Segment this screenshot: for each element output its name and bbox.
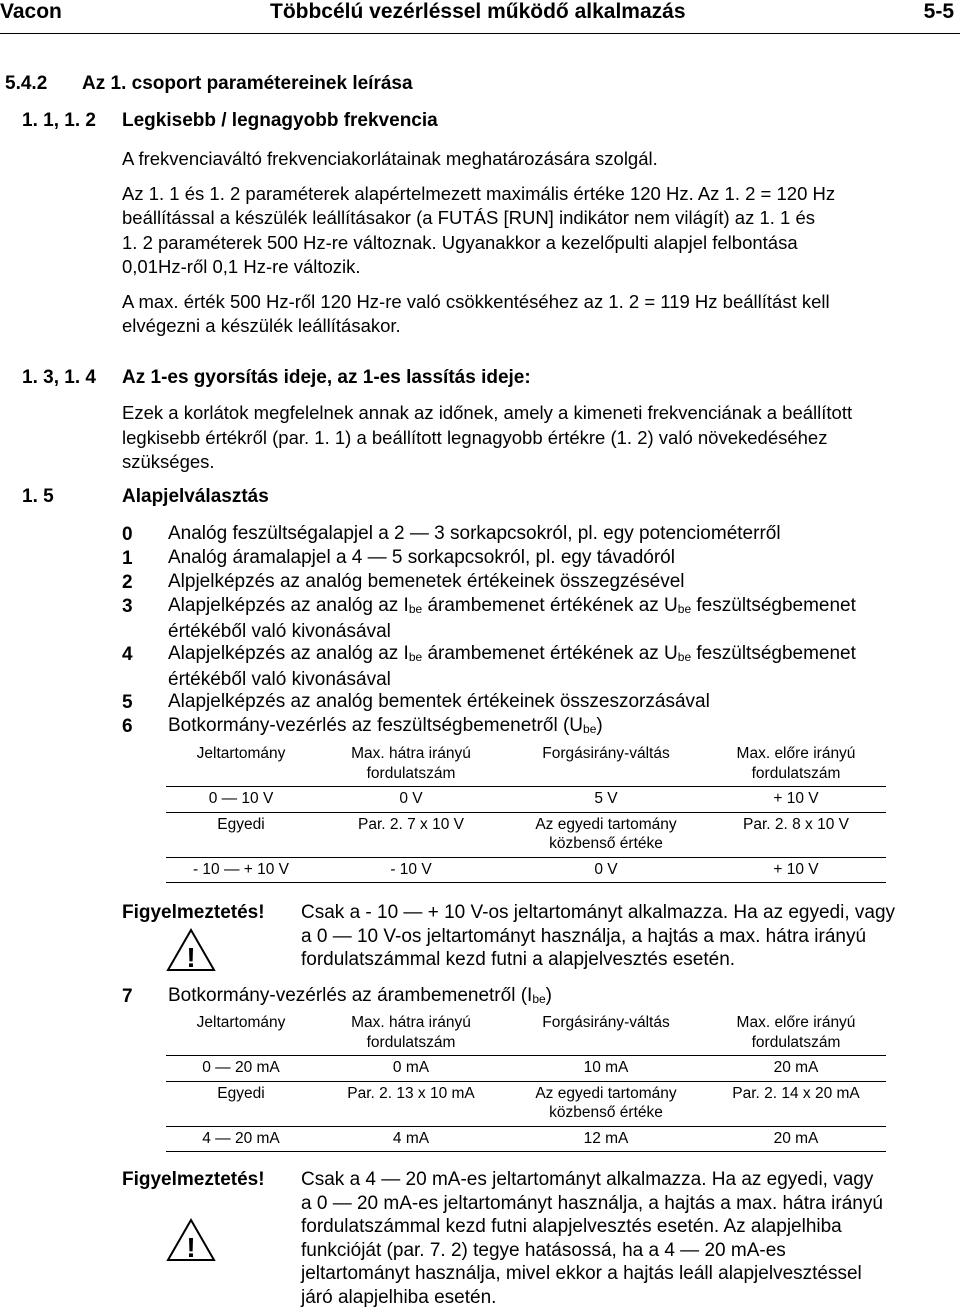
option-number: 3 xyxy=(122,596,133,617)
text-line: Ezek a korlátok megfelelnek annak az időnek, amely a kimeneti frekvenciának a beállított xyxy=(122,402,853,423)
table-header: Max. előre irányú fordulatszám xyxy=(706,742,886,787)
option-text: Alapjelképzés az analóg az $I_{be}$ árambemenet értékének az $U_{be}$ feszültségbemenet értékéből való kivonásával xyxy=(168,595,856,642)
param-title: Legkisebb / legnagyobb frekvencia xyxy=(122,110,438,131)
table-row xyxy=(166,1126,886,1152)
text-line: elvégezni a készülék leállításakor. xyxy=(122,315,401,336)
table-row xyxy=(166,1056,886,1082)
voltage-range-table xyxy=(166,742,886,883)
table-row xyxy=(166,787,886,813)
option-text: Botkormány-vezérlés az árambemenetről $(I_{be})$ xyxy=(168,985,552,1006)
current-range-table xyxy=(166,1011,886,1152)
table-cell: - 10 V xyxy=(316,857,506,883)
text-line: 1. 2 paraméterek 500 Hz-re változnak. Ugyanakkor a kezelőpulti alapjel felbontása xyxy=(122,231,798,253)
header-rule xyxy=(0,33,960,34)
text-line: A frekvenciaváltó frekvenciakorlátainak meghatározására szolgál. xyxy=(122,148,658,169)
svg-text:!: ! xyxy=(186,942,196,972)
warning-text: Csak a - 10 — + 10 V-os jeltartományt alkalmazza. Ha az egyedi, vagy a 0 — 10 V-os jeltartományt használja, a hajtás a max. hátra irányú fordulatszámmal kezd futni a alapjelvesztés esetén. xyxy=(301,902,896,970)
param-title: Az 1-es gyorsítás ideje, az 1-es lassítás ideje: xyxy=(122,367,531,388)
table-cell: 4 — 20 mA xyxy=(166,1126,316,1152)
table-cell: - 10 — + 10 V xyxy=(166,857,316,883)
text-line: A max. érték 500 Hz-ről 120 Hz-re való csökkentéséhez az 1. 2 = 119 Hz beállítást kell xyxy=(122,290,830,312)
text-line: Az 1. 1 és 1. 2 paraméterek alapértelmezett maximális értéke 120 Hz. Az 1. 2 = 120 Hz xyxy=(122,182,836,204)
option-text: Analóg áramalapjel a 4 — 5 sorkapcsokról, pl. egy távadóról xyxy=(168,547,675,568)
option-text: Botkormány-vezérlés az feszültségbemenetről $(U_{be})$ xyxy=(168,715,603,736)
warning-triangle-icon xyxy=(166,1218,216,1262)
option-text: Analóg feszültségalapjel a 2 — 3 sorkapcsokról, pl. egy potenciométerről xyxy=(168,523,781,544)
table-cell: 0 V xyxy=(506,857,706,883)
warning-title: Figyelmeztetés! xyxy=(122,1169,265,1190)
option-number: 2 xyxy=(122,572,133,593)
section-number: 5.4.2 xyxy=(5,73,48,94)
option-text: Alpjelképzés az analóg bemenetek értékeinek összegzésével xyxy=(168,571,685,592)
table-row xyxy=(166,1081,886,1126)
warning-title: Figyelmeztetés! xyxy=(122,902,265,923)
table-cell: Par. 2. 7 x 10 V xyxy=(316,812,506,857)
param-number: 1. 5 xyxy=(22,486,54,507)
param-number: 1. 3, 1. 4 xyxy=(22,367,96,388)
text-line: 0,01Hz-ről 0,1 Hz-re változik. xyxy=(122,256,361,277)
table-header: Forgásirány-váltás xyxy=(506,1011,706,1056)
header-brand: Vacon xyxy=(0,0,62,23)
option-text: Alapjelképzés az analóg az $I_{be}$ árambemenet értékének az $U_{be}$ feszültségbemenet értékéből való kivonásával xyxy=(168,643,856,690)
table-header: Jeltartomány xyxy=(166,1011,316,1056)
option-number: 5 xyxy=(122,692,133,713)
option-number: 0 xyxy=(122,524,133,545)
table-cell: 10 mA xyxy=(506,1056,706,1082)
table-cell: 0 — 10 V xyxy=(166,787,316,813)
table-cell: Par. 2. 8 x 10 V xyxy=(706,812,886,857)
table-header-row xyxy=(166,742,886,787)
param-number: 1. 1, 1. 2 xyxy=(22,110,96,131)
header-title: Többcélú vezérléssel működő alkalmazás xyxy=(270,0,686,23)
table-cell: Par. 2. 13 x 10 mA xyxy=(316,1081,506,1126)
table-header: Forgásirány-váltás xyxy=(506,742,706,787)
table-header: Max. előre irányú fordulatszám xyxy=(706,1011,886,1056)
table-header: Jeltartomány xyxy=(166,742,316,787)
table-cell: Az egyedi tartomány közbenső értéke xyxy=(506,1081,706,1126)
table-cell: 4 mA xyxy=(316,1126,506,1152)
table-cell: + 10 V xyxy=(706,787,886,813)
table-cell: 0 — 20 mA xyxy=(166,1056,316,1082)
table-row xyxy=(166,857,886,883)
section-title: Az 1. csoport paramétereinek leírása xyxy=(82,73,413,94)
text-line: legkisebb értékről (par. 1. 1) a beállított legnagyobb értékre (1. 2) való növekedéséhez xyxy=(122,426,828,448)
param-description xyxy=(122,401,852,475)
text-line: beállítással a készülék leállításakor (a FUTÁS [RUN] indikátor nem világít) az 1. 1 és xyxy=(122,207,816,228)
table-cell: 20 mA xyxy=(706,1056,886,1082)
option-number: 1 xyxy=(122,548,133,569)
text-line: szükséges. xyxy=(122,451,215,472)
param-title: Alapjelválasztás xyxy=(122,486,269,507)
table-cell: 12 mA xyxy=(506,1126,706,1152)
option-text: Alapjelképzés az analóg bementek értékeinek összeszorzásával xyxy=(168,691,710,712)
option-number: 4 xyxy=(122,644,133,665)
table-header-row xyxy=(166,1011,886,1056)
table-cell: Egyedi xyxy=(166,1081,316,1126)
table-cell: 5 V xyxy=(506,787,706,813)
table-row xyxy=(166,812,886,857)
table-cell: 20 mA xyxy=(706,1126,886,1152)
header-page-number: 5-5 xyxy=(923,0,954,23)
table-cell: Par. 2. 14 x 20 mA xyxy=(706,1081,886,1126)
table-cell: 0 V xyxy=(316,787,506,813)
table-header: Max. hátra irányú fordulatszám xyxy=(316,742,506,787)
table-cell: 0 mA xyxy=(316,1056,506,1082)
warning-triangle-icon xyxy=(166,928,216,972)
table-cell: Az egyedi tartomány közbenső értéke xyxy=(506,812,706,857)
svg-text:!: ! xyxy=(186,1232,196,1262)
option-number: 7 xyxy=(122,986,133,1007)
param-description xyxy=(122,147,835,339)
table-cell: + 10 V xyxy=(706,857,886,883)
table-header: Max. hátra irányú fordulatszám xyxy=(316,1011,506,1056)
table-cell: Egyedi xyxy=(166,812,316,857)
warning-text: Csak a 4 — 20 mA-es jeltartományt alkalmazza. Ha az egyedi, vagy a 0 — 20 mA-es jeltartományt használja, a hajtás a max. hátra irányú fordulatszámmal kezd futni alapjelvesztés esetén. Az alapjelhiba funkcióját (par. 7. 2) tegye hatásossá, ha a 4 — 20 mA-es jeltartományt használja, mivel ekkor a hajtás leáll alapjelvesztéssel járó alapjelhiba esetén. xyxy=(301,1169,883,1308)
option-number: 6 xyxy=(122,716,133,737)
